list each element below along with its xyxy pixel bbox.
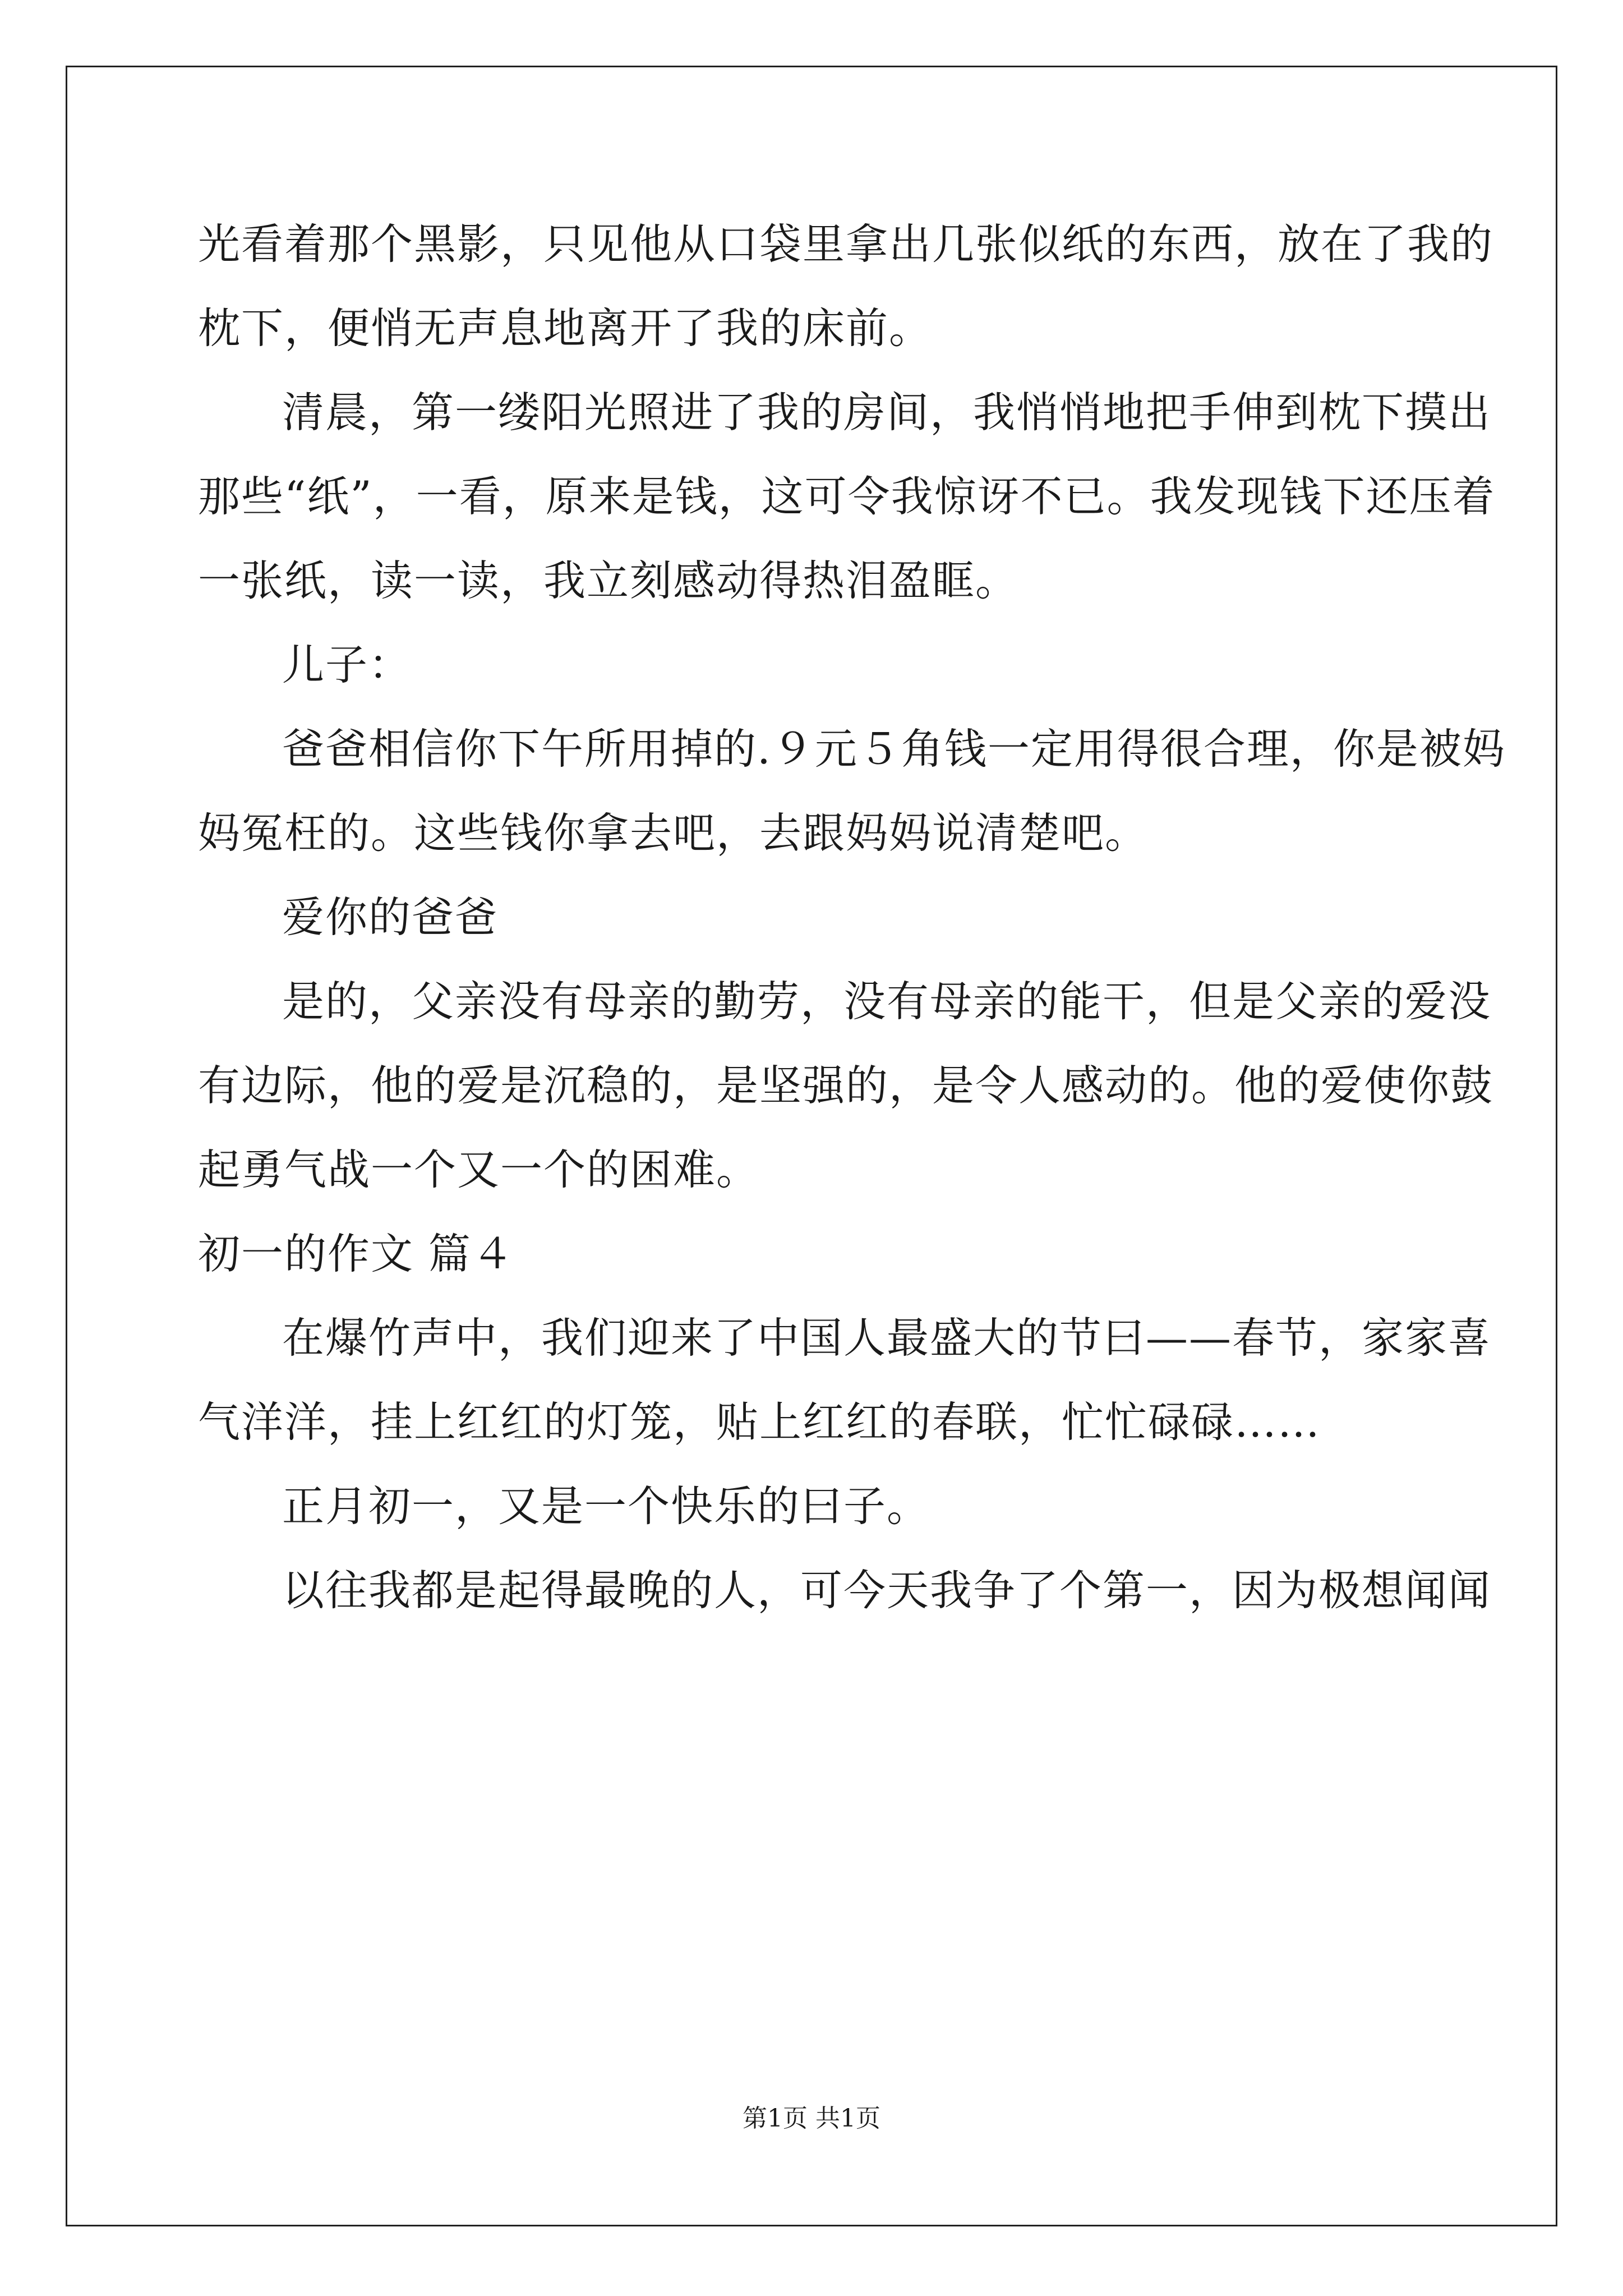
text-line: 气洋洋，挂上红红的灯笼，贴上红红的春联，忙忙碌碌……	[198, 1397, 1321, 1447]
text-line: 在爆竹声中，我们迎来了中国人最盛大的节曰——春节，家家喜	[282, 1313, 1492, 1363]
text-line: 起勇气战一个又一个的困难。	[198, 1145, 760, 1194]
page-number: 第1页 共1页	[743, 2104, 880, 2133]
text-line: 以往我都是起得最晚的人，可今天我争了个第一，因为极想闻闻	[282, 1566, 1492, 1615]
text-line: 正月初一，又是一个快乐的曰子。	[282, 1481, 930, 1531]
section-heading: 初一的作文 篇４	[198, 1229, 515, 1278]
text-line: 光看着那个黑影，只见他从口袋里拿出几张似纸的东西，放在了我的	[198, 219, 1494, 269]
text-line: 有边际，他的爱是沉稳的，是坚强的，是令人感动的。他的爱使你鼓	[198, 1061, 1494, 1110]
text-line: 一张纸，读一读，我立刻感动得热泪盈眶。	[198, 556, 1019, 605]
text-line: 是的，父亲没有母亲的勤劳，没有母亲的能干，但是父亲的爱没	[282, 977, 1492, 1026]
text-line: 枕下，便悄无声息地离开了我的床前。	[198, 303, 933, 353]
text-line: 那些“纸”，一看，原来是钱，这可令我惊讶不已。我发现钱下还压着	[198, 472, 1496, 521]
text-line: 爸爸相信你下午所用掉的.９元５角钱一定用得很合理，你是被妈	[282, 724, 1506, 774]
text-line: 清晨，第一缕阳光照进了我的房间，我悄悄地把手伸到枕下摸出	[282, 388, 1492, 437]
text-line: 妈冤枉的。这些钱你拿去吧，去跟妈妈说清楚吧。	[198, 808, 1149, 858]
letter-salutation: 儿子：	[282, 640, 412, 689]
letter-signature: 爱你的爸爸	[282, 892, 499, 942]
